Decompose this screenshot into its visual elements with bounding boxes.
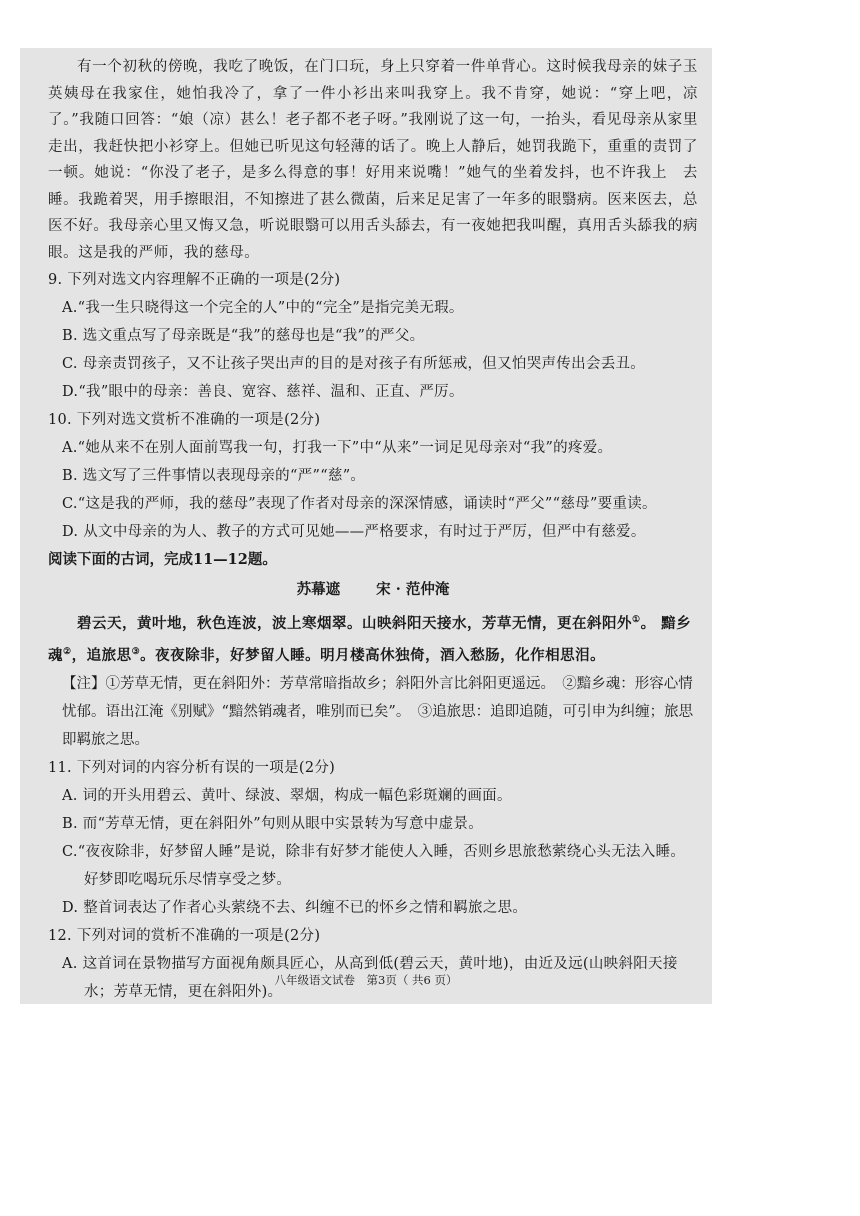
question-11 — [48, 754, 698, 922]
scanned-exam-page — [20, 48, 712, 1004]
reading-heading: 阅读下面的古词，完成11—12题。 — [48, 551, 277, 568]
poem-line-2c: 。夜夜除非，好梦留人睡。明月楼高休独倚，酒入愁肠，化作相思泪。 — [140, 646, 606, 664]
footnote-marker-2: ② — [63, 646, 72, 657]
question-12 — [48, 922, 698, 1006]
question-12-option-a: A. 这首词在景物描写方面视角颇具匠心，从高到低(碧云天，黄叶地)，由近及远(山映斜阳天接 — [62, 955, 678, 972]
question-11-option-c: C.“夜夜除非，好梦留人睡”是说，除非有好梦才能使人入睡，否则乡思旅愁萦绕心头无法入睡。 — [62, 843, 686, 860]
question-12-option-a-continued: 水；芳草无情，更在斜阳外)。 — [84, 983, 283, 1000]
question-10-option-c: C.“这是我的严师，我的慈母”表现了作者对母亲的深深情感，诵读时“严父”“慈母”要重读。 — [62, 496, 657, 512]
poem-text: 碧云天，黄叶地，秋色连波，波上寒烟翠。山映斜阳天接水，芳草无情，更在斜阳外①。 黯乡魂②，追旅思③。夜夜除非，好梦留人睡。明月楼高休独倚，酒入愁肠，化作相思泪。 — [48, 614, 692, 664]
footnote-marker-3: ③ — [131, 646, 141, 657]
poem-title: 苏幕遮 — [296, 581, 341, 598]
poem-line-1: 碧云天，黄叶地，秋色连波，波上寒烟翠。山映斜阳天接水，芳草无情，更在斜阳外 — [77, 614, 632, 632]
question-10-stem: 10. 下列对选文赏析不准确的一项是(2分) — [48, 412, 321, 428]
question-9-option-c: C. 母亲责罚孩子，又不让孩子哭出声的目的是对孩子有所惩戒，但又怕哭声传出会丢丑。 — [62, 356, 646, 372]
question-9-option-d: D.“我”眼中的母亲：善良、宽容、慈祥、温和、正直、严厉。 — [62, 384, 464, 400]
reading-passage: 有一个初秋的傍晚，我吃了晚饭，在门口玩，身上只穿着一件单背心。这时候我母亲的妹子玉英姨母在我家住，她怕我冷了，拿了一件小衫出来叫我穿上。我不肯穿，她说：“穿上吧，凉了。”我随口回答：“娘（凉）甚么！老子都不老子呀。”我刚说了这一句，一抬头，看见母亲从家里走出，我赶快把小衫穿上。但她已听见这句轻薄的话了。晚上人静后，她罚我跪下，重重的责罚了一顿。她说：“你没了老子，是多么得意的事！好用来说嘴！”她气的坐着发抖，也不许我上 去睡。我跪着哭，用手擦眼泪，不知擦进了甚么微菌，后来足足害了一年多的眼翳病。医来医去，总医不好。我母亲心里又悔又急，听说眼翳可以用舌头舔去，有一夜她把我叫醒，真用舌头舔我的病眼。这是我的严师，我的慈母。 — [48, 59, 698, 261]
poem-author: 宋 · 范仲淹 — [376, 581, 450, 598]
question-11-option-b: B. 而“芳草无情，更在斜阳外”句则从眼中实景转为写意中虚景。 — [62, 815, 483, 832]
page-content — [48, 54, 698, 1006]
question-10-option-d: D. 从文中母亲的为人、教子的方式可见她——严格要求，有时过于严厉，但严中有慈爱。 — [62, 524, 646, 540]
question-9-option-a: A.“我一生只晓得这一个完全的人”中的“完全”是指完美无瑕。 — [62, 300, 464, 316]
question-12-stem: 12. 下列对词的赏析不准确的一项是(2分) — [48, 927, 321, 944]
poem-line-2b: ，追旅思 — [71, 646, 132, 664]
question-11-option-d: D. 整首词表达了作者心头萦绕不去、纠缠不已的怀乡之情和羁旅之思。 — [62, 899, 528, 916]
question-9-stem: 9. 下列对选文内容理解不正确的一项是(2分) — [48, 272, 341, 288]
question-10-option-b: B. 选文写了三件事情以表现母亲的“严”“慈”。 — [62, 468, 366, 484]
question-11-option-c-continued: 好梦即吃喝玩乐尽情享受之梦。 — [84, 871, 292, 888]
footnote-marker-1: ① — [632, 615, 641, 625]
question-10-option-a: A.“她从来不在别人面前骂我一句，打我一下”中“从来”一词足见母亲对“我”的疼爱。 — [62, 440, 613, 456]
page-footer: 八年级语文试卷 第3页（ 共6 页） — [274, 973, 458, 987]
question-9-option-b: B. 选文重点写了母亲既是“我”的慈母也是“我”的严父。 — [62, 328, 425, 344]
question-11-stem: 11. 下列对词的内容分析有误的一项是(2分) — [48, 759, 336, 776]
question-11-option-a: A. 词的开头用碧云、黄叶、绿波、翠烟，构成一幅色彩斑斓的画面。 — [62, 787, 512, 804]
poem-notes: 【注】①芳草无情，更在斜阳外：芳草常暗指故乡；斜阳外言比斜阳更遥远。 ②黯乡魂：形容心情忧郁。语出江淹《别赋》“黯然销魂者，唯别而已矣”。 ③追旅思：追即追随，可引申为纠缠；旅思即羁旅之思。 — [62, 675, 694, 748]
poem-title-line — [48, 574, 698, 606]
question-9 — [48, 266, 698, 406]
question-10 — [48, 406, 698, 546]
poem-line-2a: 黯乡魂 — [48, 614, 692, 664]
